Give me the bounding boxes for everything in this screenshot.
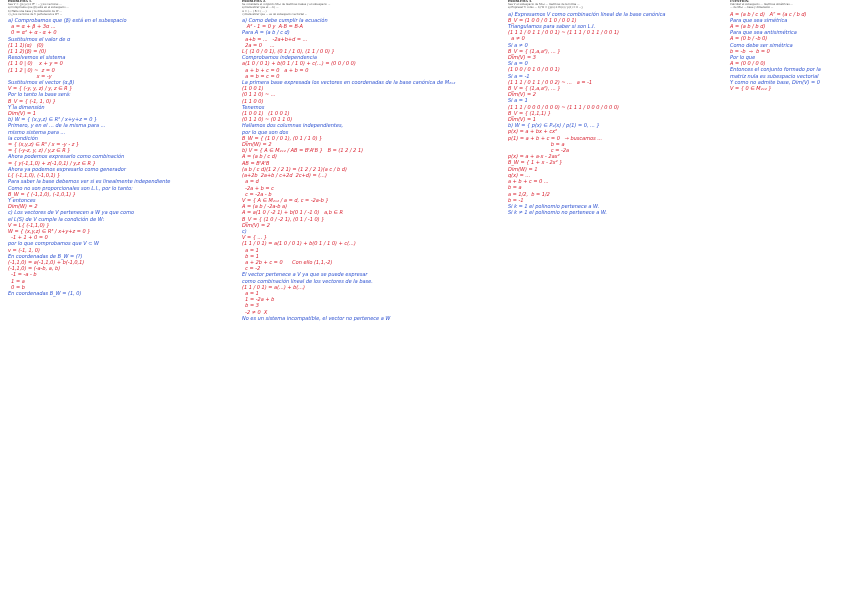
column-problem-1: [8, 0, 171, 297]
handwritten-math: (1 1 1)(α) (0): [8, 42, 44, 49]
handwritten-math: (1 1 1 / 0 1 1 / 0 0 1) ~ (1 1 1 / 0 1 1 / 0 0 1): [508, 30, 619, 37]
handwritten-math: (1 1 2)(β) = (0): [8, 49, 47, 56]
handwritten-math: B_W = { (-1,1,0), (-1,0,1) }: [8, 191, 76, 198]
printed-line: a) Expresar V como ... b) W = {p(x) ∈ P₂(x) / p(1) = 0 ...}: [508, 6, 583, 10]
handwritten-math: Dim(V) = 3: [508, 55, 536, 62]
printed-line: c) Demostrar que ... es un subespacio vectorial ...: [242, 12, 308, 16]
handwritten-explanation: Por lo que: [730, 55, 756, 62]
handwritten-math: (1 1 0 0): [242, 98, 264, 105]
handwritten-math: Dim(V) = 1: [8, 111, 36, 118]
handwritten-math: AB = BᵗAᵗB: [242, 160, 270, 167]
handwritten-math: a = α + β + 3α ...: [8, 24, 56, 31]
handwritten-math: 0 = b: [8, 284, 25, 291]
handwritten-math: (a b / c d)(1 2 / 2 1) = (1 2 / 2 1)(a c / b d): [242, 166, 347, 173]
handwritten-math: (a+2b 2a+b / c+2d 2c+d) = (...): [242, 173, 327, 180]
handwritten-math: L{ (-1,1,0), (-1,0,1) }: [8, 173, 61, 180]
handwritten-math: A = (a b / c d): [242, 154, 277, 161]
handwritten-math: Dim(V) = 2: [242, 222, 270, 229]
handwritten-explanation: Triangulamos para saber si son L.I.: [508, 24, 596, 31]
handwritten-math: Dim(W) = 2: [8, 204, 38, 211]
handwritten-math: Dim(W) = 1: [508, 166, 538, 173]
handwritten-math: b = -1: [508, 197, 524, 204]
printed-line: Sea V = {(x,y,z) ∈ R³ : ...} los vectores ...: [8, 3, 62, 7]
handwritten-explanation: por lo que son dos: [242, 129, 289, 136]
handwritten-explanation: por lo que comprobamos que V ⊂ W: [8, 241, 99, 248]
handwritten-math: b = a: [508, 185, 522, 192]
handwritten-math: a + b + c = 0 ...: [508, 179, 549, 186]
printed-statement-3: [508, 0, 618, 10]
handwritten-explanation: Entonces el conjunto formado por la: [730, 67, 821, 74]
handwritten-math: B_V = (1 0 0 / 0 1 0 / 0 0 1): [508, 17, 577, 24]
handwritten-math: b = 3: [242, 303, 259, 310]
handwritten-math: a(1 0 / 0 1) + b(0 1 / 1 0) + c(...) = (0 0 / 0 0): [242, 61, 356, 68]
handwritten-explanation: Si a = -1: [508, 73, 530, 80]
handwritten-math: A = (0 0 / 0 0): [730, 61, 766, 68]
handwritten-math: Dim(V) = 1: [508, 117, 536, 124]
handwritten-explanation: Si k = 1 el polinomio pertenece a W.: [508, 203, 600, 210]
handwritten-explanation: Para A = (a b / c d): [242, 30, 290, 37]
handwritten-math: V = { (-y, y, z) / y, z ∈ R }: [8, 86, 73, 93]
handwritten-math: p(x) = a + bx + cx²: [508, 129, 558, 136]
printed-line: Sea V el subespacio de M₃ₓ₃ ... matrices de la forma ...: [508, 3, 580, 7]
handwritten-explanation: Sustituimos el vector (α,β): [8, 80, 75, 87]
handwritten-explanation: Y la dimensión: [8, 104, 45, 111]
handwritten-explanation: Y como no admite base, Dim(V) = 0: [730, 79, 820, 86]
handwritten-math: a ≠ 0: [508, 36, 525, 43]
printed-line: a) Demostrar que el ... b) ...: [242, 6, 279, 10]
handwritten-explanation: c): [242, 228, 247, 235]
handwritten-math: b = -b ⇒ b = 0: [730, 48, 770, 55]
handwritten-math: a = 1: [242, 290, 259, 297]
handwritten-math: V = { A ∈ M₂ₓ₂ / a = d, c = -2a-b }: [242, 197, 329, 204]
printed-line: b) Halle una base y la dimensión de W ...: [8, 9, 62, 13]
handwritten-explanation: Primero, y en el ... de la misma para ...: [8, 123, 106, 130]
handwritten-math: = { y(-1,1,0) + z(-1,0,1) / y,z ∈ R }: [8, 160, 96, 167]
handwritten-explanation: el L(S) de V cumple la condición de W:: [8, 216, 105, 223]
handwritten-math: a = 1/2, b = 1/2: [508, 191, 550, 198]
handwritten-explanation: b) W = { p(x) ∈ P₂(x) / p(1) = 0, ... }: [508, 123, 600, 130]
handwritten-math: 1 = -2a + b: [242, 297, 275, 304]
handwritten-math: (-1,1,0) = a(-1,1,0) + b(-1,0,1): [8, 259, 85, 266]
handwritten-math: (1 1 / 0 1) = a(...) + b(...): [242, 284, 305, 291]
printed-header: PROBLEMA 3.: [508, 0, 533, 3]
handwritten-math: (1 0 0 1) (1 0 0 1): [242, 111, 290, 118]
handwritten-math: L{ (1 0 / 0 1), (0 1 / 1 0), (1 1 / 0 0) }: [242, 49, 335, 56]
handwritten-math: A = (a b / -2a-b a): [242, 204, 288, 211]
handwritten-explanation: Tenemos: [242, 104, 265, 111]
handwritten-math: (1 0 0 1): [242, 86, 264, 93]
handwritten-math: B_W = { (1 0 / 0 1), (0 1 / 1 0) }: [242, 135, 323, 142]
column-problem-3: [508, 0, 666, 217]
handwritten-math: V = { ... }: [242, 235, 268, 242]
handwritten-math: 2a = 0 ...: [242, 42, 275, 49]
handwritten-math: -1 = -a - b: [8, 272, 37, 279]
handwritten-explanation: Por lo tanto la base será:: [8, 92, 71, 99]
handwritten-math: B_W = { 1 + x - 2x² }: [508, 160, 563, 167]
printed-header: PROBLEMA 2.: [242, 0, 267, 3]
handwritten-math: (0 1 1 0) ~ (0 1 1 0): [242, 117, 293, 124]
printed-header: CUESTIÓN.: [730, 0, 750, 3]
handwritten-explanation: Para que sea antisimétrica: [730, 30, 797, 37]
handwritten-explanation: a) Expresamos V como combinación lineal de la base canónica: [508, 11, 666, 18]
handwritten-math: (1 1 0 | 0) x + y = 0: [8, 61, 63, 68]
handwritten-explanation: En coordenadas de B_W = (?): [8, 253, 83, 260]
handwritten-math: (-1,1,0) = (-a-b, a, b): [8, 266, 61, 273]
handwritten-math: q(x) = ...: [508, 172, 531, 179]
handwritten-math: p(x) = a + a·x - 2ax²: [508, 154, 560, 161]
handwritten-math: 1 = a: [8, 278, 25, 285]
handwritten-math: B_V = { (1,a,a²), ... }: [508, 48, 561, 55]
handwritten-math: = { (-y-z, y, z) / y,z ∈ R }: [8, 148, 71, 155]
handwritten-math: a + 2b + c = 0 Con ello (1,1,-2): [242, 259, 333, 266]
handwritten-explanation: La primera base expresada los vectores en coordenadas de la base canónica de M₂ₓ₂: [242, 80, 456, 87]
handwritten-math: (1 1 2 | 0) ~ z = 0: [8, 67, 55, 74]
handwritten-solution-1: [8, 18, 171, 297]
handwritten-explanation: a) Comprobamos que (β) está en el subespacio: [8, 18, 127, 25]
handwritten-math: = { (x,y,z) ∈ R³ / x = -y - z }: [8, 142, 80, 149]
handwritten-explanation: b) W = { (x,y,z) ∈ R³ / x+y+z = 0 }: [8, 117, 98, 124]
handwritten-math: v = (-1, 1, 0): [8, 247, 40, 254]
handwritten-math: -2a + b = c: [242, 185, 274, 192]
handwritten-math: B_V = { (-1, 1, 0) }: [8, 98, 56, 105]
handwritten-math: A = a(1 0 / -2 1) + b(0 1 / -1 0) a,b ∈ R: [242, 210, 343, 217]
handwritten-math: -2 ≠ 0 X: [242, 309, 268, 316]
handwritten-explanation: En coordenadas B_W = (1, 0): [8, 290, 82, 297]
printed-statement-2: [242, 0, 382, 16]
handwritten-solution-4: [730, 12, 842, 93]
handwritten-math: p(1) = a + b + c = 0 → buscamos ...: [508, 135, 603, 142]
handwritten-math: a+b = ... -2a+b+d = ...: [242, 36, 308, 43]
handwritten-explanation: Ahora ya podemos expresarlo como generador: [8, 166, 126, 173]
handwritten-explanation: la condición: [8, 135, 38, 142]
handwritten-math: b = 1: [242, 253, 259, 260]
handwritten-explanation: matriz nula es subespacio vectorial: [730, 73, 819, 80]
handwritten-explanation: No es un sistema incompatible, el vector no pertenece a W: [242, 315, 391, 322]
handwritten-math: A = (a b / c d) Aᵀ = (a c / b d): [730, 11, 807, 18]
handwritten-explanation: Como debe ser simétrica: [730, 42, 793, 49]
handwritten-explanation: Para saber la base debemos ver si es linealmente independiente: [8, 179, 171, 186]
handwritten-math: V = { 0 ∈ M₂ₓ₂ }: [730, 86, 772, 93]
handwritten-math: (1 1 1 / 0 1 1 / 0 0 2) ~ ... a = -1: [508, 79, 593, 86]
printed-header: PROBLEMA 1.: [8, 0, 33, 3]
handwritten-explanation: c) Los vectores de V pertenecen a W ya que como: [8, 210, 135, 217]
handwritten-explanation: Si a = 0: [508, 61, 528, 68]
handwritten-explanation: como combinación lineal de los vectores de la base.: [242, 278, 373, 285]
printed-line: c) ¿Los vectores de V pertenecen a W? ...: [8, 12, 63, 16]
column-problem-2: [242, 0, 456, 322]
handwritten-explanation: Si a ≠ 0: [508, 42, 528, 49]
handwritten-math: x = -y: [8, 73, 52, 80]
handwritten-math: Dim(V) = 2: [508, 92, 536, 99]
printed-line: A = ( ... ) B = ( ... ): [242, 9, 267, 13]
handwritten-explanation: Si k ≠ 1 el polinomio no pertenece a W.: [508, 210, 607, 217]
handwritten-explanation: Resolvemos el sistema: [8, 55, 66, 62]
handwritten-math: a = d: [242, 179, 259, 186]
handwritten-explanation: Y entonces: [8, 197, 36, 204]
handwritten-explanation: Sustituimos el valor de α: [8, 36, 71, 43]
handwritten-explanation: El vector pertenece a V ya que se puede expresar: [242, 272, 368, 279]
handwritten-math: (0 1 1 0) ~ ...: [242, 92, 276, 99]
handwritten-math: A = (0 b / -b 0): [730, 36, 768, 43]
handwritten-explanation: Si a = 1: [508, 98, 528, 105]
handwritten-math: B_V = { (1,1,1) }: [508, 110, 551, 117]
printed-line: ... de M₂ₓ₂ ... base y dimensión ...: [730, 6, 774, 10]
handwritten-explanation: Comprobamos independencia: [242, 55, 317, 62]
handwritten-math: Dim(W) = 2: [242, 142, 272, 149]
handwritten-math: (1 1 1 / 0 0 0 / 0 0 0) ~ (1 1 1 / 0 0 0 / 0 0 0): [508, 104, 619, 111]
handwritten-math: V = L{ (-1,1,0) }: [8, 222, 50, 229]
handwritten-math: a = 1: [242, 247, 259, 254]
printed-line: a) Compruebe que (β) está en el subespacio ...: [8, 6, 69, 10]
handwritten-math: (1 1 / 0 1) = a(1 0 / 0 1) + b(0 1 / 1 0) + c(...): [242, 241, 356, 248]
handwritten-explanation: mismo sistema para ...: [8, 129, 66, 136]
handwritten-explanation: a) Como debe cumplir la ecuación: [242, 18, 328, 25]
handwritten-explanation: Para que sea simétrica: [730, 17, 788, 24]
printed-statement-1: [8, 0, 126, 16]
handwritten-explanation: Como no son proporcionales son L.I., por lo tanto:: [8, 185, 133, 192]
handwritten-math: 0 = α² + α - α + 0: [8, 30, 57, 37]
handwritten-math: W = { (x,y,z) ∈ R³ / x+y+z = 0 }: [8, 228, 91, 235]
handwritten-math: A² - 1 = 0 y A·B = B·A: [242, 24, 303, 31]
handwritten-math: B_V = { (1,a,a²), ... }: [508, 86, 561, 93]
handwritten-explanation: Hallamos dos columnas independientes,: [242, 123, 344, 130]
handwritten-math: (1 0 0 / 0 1 0 / 0 0 1): [508, 67, 560, 74]
handwritten-math: c = -2: [242, 266, 261, 273]
handwritten-math: a = b = c = 0: [242, 73, 280, 80]
handwritten-math: c = -2a: [508, 148, 570, 155]
printed-line: Se considera el conjunto M₂ₓ₂ de matrices reales y el subespacio ...: [242, 3, 331, 7]
printed-statement-4: [730, 0, 842, 10]
handwritten-math: a + b + c = 0 a + b = 0: [242, 67, 309, 74]
printed-line: Calcular el subespacio ... matrices simétricas ...: [730, 3, 793, 7]
column-question: [730, 0, 842, 92]
handwritten-explanation: Ahora podemos expresarlo como combinación: [8, 154, 125, 161]
handwritten-math: A = (a b / b d): [730, 24, 766, 31]
handwritten-math: b) V = { A ∈ M₂ₓ₂ / AB = BᵗAᵗB } B = (1 2 / 2 1): [242, 148, 364, 155]
handwritten-math: B_V = { (1 0 / -2 1), (0 1 / -1 0) }: [242, 216, 325, 223]
handwritten-math: b = a: [508, 141, 565, 148]
handwritten-math: c = -2a - b: [242, 191, 272, 198]
handwritten-solution-3: [508, 11, 666, 217]
handwritten-math: -1 + 1 + 0 = 0: [8, 235, 48, 242]
handwritten-solution-2: [242, 18, 456, 322]
